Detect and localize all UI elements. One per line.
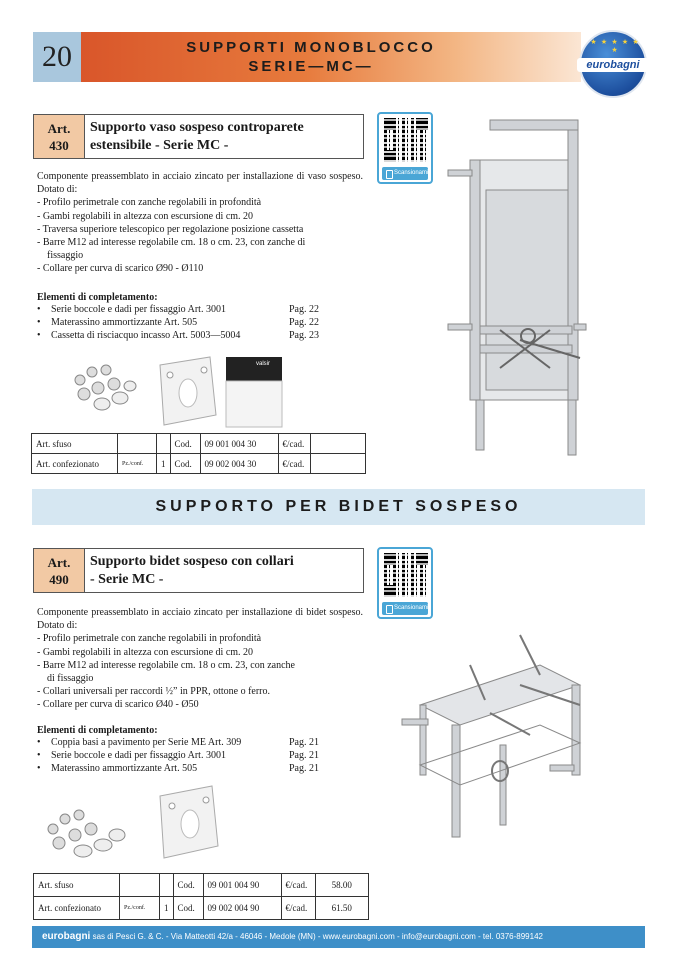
list-item-page: Pag. 21 (289, 750, 319, 761)
bullet: • (37, 304, 41, 315)
price-table (31, 433, 366, 474)
completamento-list (37, 292, 367, 342)
bidet-support-frame-image (400, 625, 600, 845)
table-row (32, 454, 366, 474)
product-title-line2: estensibile - Serie MC - (90, 138, 229, 153)
section-banner-title: SUPPORTO PER BIDET SOSPESO (155, 498, 522, 515)
table-cell (157, 434, 171, 454)
table-cell: Art. sfuso (32, 434, 118, 454)
table-cell: Art. sfuso (34, 874, 120, 897)
table-cell: 58.00 (315, 874, 369, 897)
bullet: • (37, 330, 41, 341)
table-cell (310, 454, 366, 474)
bullet: • (37, 763, 41, 774)
description-intro: Componente preassemblato in acciaio zincato per installazione di vaso sospeso. Dotato di: (37, 171, 363, 196)
table-cell: Pz./conf. (118, 454, 157, 474)
product-title-line2: - Serie MC - (90, 572, 164, 587)
section-banner (32, 489, 645, 525)
table-cell (118, 434, 157, 454)
list-item-text: Coppia basi a pavimento per Serie ME Art. 309 (51, 737, 242, 748)
feature-item: fissaggio (47, 250, 84, 262)
list-item-page: Pag. 21 (289, 763, 319, 774)
completamento-list (37, 725, 367, 775)
table-row (34, 874, 369, 897)
table-cell: Cod. (173, 897, 203, 920)
list-item-text: Cassetta di risciacquo incasso Art. 5003—5004 (51, 330, 241, 341)
feature-item: - Collare per curva di scarico Ø40 - Ø50 (37, 699, 199, 711)
table-cell: €/cad. (281, 874, 315, 897)
footer-brand: eurobagni (42, 931, 91, 942)
product-description (37, 606, 363, 712)
qr-code-card[interactable] (377, 112, 433, 184)
feature-item: - Barre M12 ad interesse regolabile cm. 18 o cm. 23, con zanche di (37, 237, 306, 249)
table-cell: €/cad. (278, 454, 310, 474)
product-title (85, 114, 364, 159)
art-label: Art. (47, 554, 71, 570)
eurobagni-logo (579, 30, 647, 98)
scan-button[interactable]: Scansionami (382, 602, 428, 615)
scan-button[interactable]: Scansionami (382, 167, 428, 180)
bullet: • (37, 317, 41, 328)
qr-code[interactable] (384, 118, 428, 162)
feature-item: - Collari universali per raccordi ½” in PPR, ottone o ferro. (37, 686, 270, 698)
table-cell: 09 001 004 90 (203, 874, 281, 897)
table-cell: Art. confezionato (32, 454, 118, 474)
table-cell (160, 874, 174, 897)
cistern-brand: valsir (256, 361, 271, 367)
feature-item: - Profilo perimetrale con zanche regolabili in profondità (37, 633, 262, 645)
logo-stars: ★ ★ ★ ★ ★ ★ (590, 38, 640, 54)
list-item (37, 762, 367, 775)
table-cell: 09 002 004 90 (203, 897, 281, 920)
product-description (37, 170, 363, 276)
list-item (37, 329, 367, 342)
table-cell: 1 (160, 897, 174, 920)
page-number: 20 (33, 32, 81, 82)
table-cell: Cod. (173, 874, 203, 897)
list-item-text: Materassino ammortizzante Art. 505 (51, 317, 198, 328)
feature-item: - Collare per curva di scarico Ø90 - Ø110 (37, 263, 204, 275)
table-cell: €/cad. (281, 897, 315, 920)
art-number: 490 (49, 571, 69, 587)
list-item (37, 749, 367, 762)
qr-code-card[interactable] (377, 547, 433, 619)
page-header (81, 32, 581, 82)
table-cell: Cod. (170, 454, 200, 474)
bushings-nuts-image (45, 805, 135, 863)
list-item-text: Materassino ammortizzante Art. 505 (51, 763, 198, 774)
completamento-heading: Elementi di completamento: (37, 292, 158, 303)
list-item-text: Serie boccole e dadi per fissaggio Art. 3001 (51, 304, 226, 315)
wc-support-frame-image (440, 100, 590, 458)
table-cell (120, 874, 160, 897)
sound-mat-image (150, 784, 222, 864)
list-item-page: Pag. 23 (289, 330, 319, 341)
table-cell: Cod. (170, 434, 200, 454)
table-cell: Art. confezionato (34, 897, 120, 920)
table-cell: €/cad. (278, 434, 310, 454)
feature-item: di fissaggio (47, 673, 94, 685)
table-cell: 1 (157, 454, 171, 474)
feature-item: - Traversa superiore telescopico per regolazione posizione cassetta (37, 223, 304, 235)
product-title-line1: Supporto bidet sospeso con collari (90, 554, 294, 569)
list-item (37, 736, 367, 749)
logo-text: eurobagni (577, 58, 649, 72)
list-item-page: Pag. 22 (289, 304, 319, 315)
header-title-line2: SERIE—MC— (248, 58, 374, 75)
bullet: • (37, 750, 41, 761)
art-number: 430 (49, 137, 69, 153)
header-title-line1: SUPPORTI MONOBLOCCO (186, 39, 436, 56)
qr-code[interactable] (384, 553, 428, 597)
product-title (85, 548, 364, 593)
table-row (34, 897, 369, 920)
feature-item: - Gambi regolabili in altezza con escursione di cm. 20 (37, 210, 254, 222)
art-label: Art. (47, 120, 71, 136)
feature-item: - Barre M12 ad interesse regolabile cm. 18 o cm. 23, con zanche (37, 659, 295, 671)
footer-contact: sas di Pesci G. & C. - Via Matteotti 42/a - 46046 - Medole (MN) - www.eurobagni.com - info@eurobagni.com - tel. 0376-899142 (90, 932, 543, 941)
bullet: • (37, 737, 41, 748)
table-cell: 09 002 004 30 (200, 454, 278, 474)
price-table (33, 873, 369, 920)
table-cell: 09 001 004 30 (200, 434, 278, 454)
list-item (37, 303, 367, 316)
sound-mat-image (150, 355, 220, 430)
completamento-heading: Elementi di completamento: (37, 725, 158, 736)
cistern-image (222, 353, 286, 431)
feature-item: - Profilo perimetrale con zanche regolabili in profondità (37, 197, 262, 209)
feature-item: - Gambi regolabili in altezza con escursione di cm. 20 (37, 646, 254, 658)
table-cell (310, 434, 366, 454)
art-badge (33, 114, 85, 159)
table-cell: 61.50 (315, 897, 369, 920)
art-badge (33, 548, 85, 593)
description-intro: Componente preassemblato in acciaio zincato per installazione di bidet sospeso. Dotato di: (37, 607, 363, 632)
list-item-page: Pag. 22 (289, 317, 319, 328)
list-item-page: Pag. 21 (289, 737, 319, 748)
list-item (37, 316, 367, 329)
product-title-line1: Supporto vaso sospeso controparete (90, 120, 304, 135)
page-footer (32, 926, 645, 948)
list-item-text: Serie boccole e dadi per fissaggio Art. 3001 (51, 750, 226, 761)
table-cell: Pz./conf. (120, 897, 160, 920)
bushings-nuts-image (70, 360, 150, 415)
table-row (32, 434, 366, 454)
